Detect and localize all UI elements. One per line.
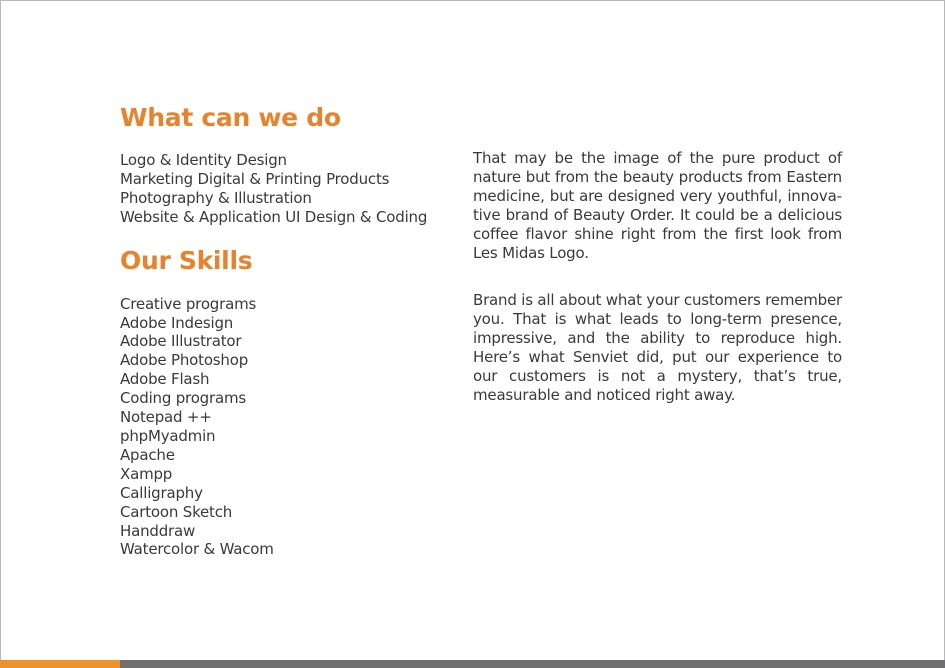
list-item: phpMyadmin xyxy=(120,426,216,445)
list-item: Watercolor & Wacom xyxy=(120,540,274,559)
services-heading: What can we do xyxy=(120,103,341,132)
list-item: Creative programs xyxy=(120,294,257,313)
list-item: Adobe Photoshop xyxy=(120,351,249,370)
list-item: Apache xyxy=(120,445,175,464)
list-item: Cartoon Sketch xyxy=(120,502,233,521)
services-list xyxy=(120,151,450,227)
list-item: Calligraphy xyxy=(120,483,203,502)
brand-paragraph: Brand is all about what your customers remember you. That is what leads to long-term presence, impressive, and the ability to reproduce high. Here’s what Senviet did, put our experience to our customers is not a mystery, that’s true, measurable and noticed right away. xyxy=(473,291,842,404)
list-item: Logo & Identity Design xyxy=(120,151,287,169)
intro-paragraph: That may be the image of the pure product of nature but from the beauty products from Eastern medicine, but are designed very youthful, innovative brand of Beauty Order. It could be a delicious coffee flavor shine right from the first look from Les Midas Logo. xyxy=(473,149,842,262)
list-item: Adobe Flash xyxy=(120,370,210,389)
footer-accent-stripe xyxy=(0,660,120,668)
skills-list xyxy=(120,295,450,560)
list-item: Xampp xyxy=(120,464,173,483)
list-item: Photography & Illustration xyxy=(120,188,312,207)
footer-gray-stripe xyxy=(120,660,945,668)
list-item: Marketing Digital & Printing Products xyxy=(120,169,390,188)
skills-heading: Our Skills xyxy=(120,245,253,275)
left-column xyxy=(120,101,450,559)
list-item: Handdraw xyxy=(120,521,196,540)
list-item: Adobe Illustrator xyxy=(120,332,242,351)
list-item: Notepad ++ xyxy=(120,408,212,427)
footer-bar xyxy=(0,660,945,668)
right-column xyxy=(473,149,842,405)
list-item: Coding programs xyxy=(120,389,246,408)
list-item: Adobe Indesign xyxy=(120,313,234,332)
list-item: Website & Application UI Design & Coding xyxy=(120,207,428,226)
